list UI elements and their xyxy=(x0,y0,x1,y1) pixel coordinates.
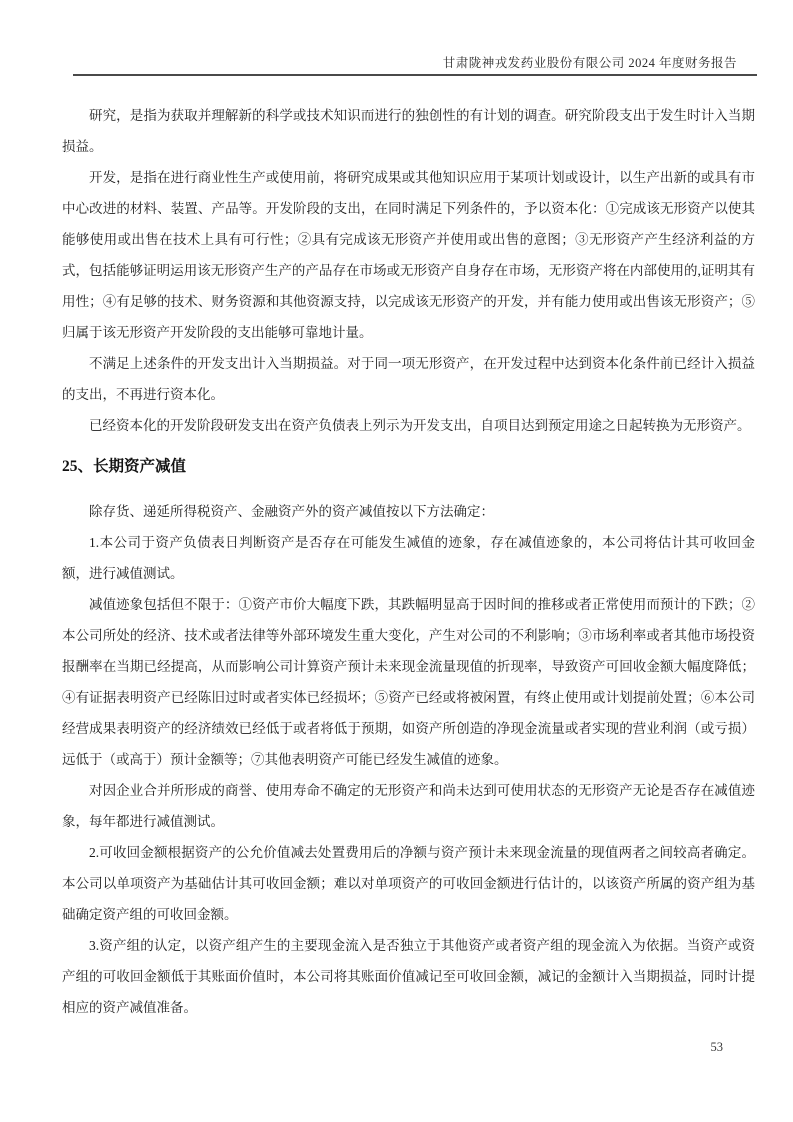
paragraph-impairment-indicators: 减值迹象包括但不限于：①资产市价大幅度下跌，其跌幅明显高于因时间的推移或者正常使用而预计的下跌；②本公司所处的经济、技术或者法律等外部环境发生重大变化，产生对公司的不利影响；③市场利率或者其他市场投资报酬率在当期已经提高，从而影响公司计算资产预计未来现金流量现值的折现率，导致资产可回收金额大幅度降低；④有证据表明资产已经陈旧过时或者实体已经损坏；⑤资产已经或将被闲置，有终止使用或计划提前处置；⑥本公司经营成果表明资产的经济绩效已经低于或者将低于预期，如资产所创造的净现金流量或者实现的营业利润（或亏损）远低于（或高于）预计金额等；⑦其他表明资产可能已经发生减值的迹象。 xyxy=(62,597,755,767)
paragraph-asset-group: 3.资产组的认定，以资产组产生的主要现金流入是否独立于其他资产或者资产组的现金流入为依据。当资产或资产组的可收回金额低于其账面价值时，本公司将其账面价值减记至可收回金额，减记的金额计入当期损益，同时计提相应的资产减值准备。 xyxy=(62,938,755,1015)
paragraph-impairment-item-1: 1.本公司于资产负债表日判断资产是否存在可能发生减值的迹象，存在减值迹象的，本公司将估计其可收回金额，进行减值测试。 xyxy=(62,535,755,581)
page-number: 53 xyxy=(710,1040,723,1054)
paragraph-non-qualifying-expenditure: 不满足上述条件的开发支出计入当期损益。对于同一项无形资产，在开发过程中达到资本化条件前已经计入损益的支出，不再进行资本化。 xyxy=(62,356,755,402)
report-header-title: 甘肃陇神戎发药业股份有限公司 2024 年度财务报告 xyxy=(442,56,737,70)
header-divider xyxy=(73,74,757,76)
paragraph-recoverable-amount: 2.可收回金额根据资产的公允价值减去处置费用后的净额与资产预计未来现金流量的现值两者之间较高者确定。本公司以单项资产为基础估计其可收回金额；难以对单项资产的可收回金额进行估计的，以该资产所属的资产组为基础确定资产组的可收回金额。 xyxy=(62,845,755,922)
paragraph-development-definition: 开发，是指在进行商业性生产或使用前，将研究成果或其他知识应用于某项计划或设计，以生产出新的或具有市中心改进的材料、装置、产品等。开发阶段的支出，在同时满足下列条件的，予以资本化：①完成该无形资产以使其能够使用或出售在技术上具有可行性；②具有完成该无形资产并使用或出售的意图；③无形资产产生经济利益的方式，包括能够证明运用该无形资产生产的产品存在市场或无形资产自身存在市场，无形资产将在内部使用的,证明其有用性；④有足够的技术、财务资源和其他资源支持，以完成该无形资产的开发，并有能力使用或出售该无形资产；⑤归属于该无形资产开发阶段的支出能够可靠地计量。 xyxy=(62,170,755,340)
section-heading-long-term-asset-impairment: 25、长期资产减值 xyxy=(62,458,187,475)
paragraph-capitalized-development: 已经资本化的开发阶段研发支出在资产负债表上列示为开发支出，自项目达到预定用途之日起转换为无形资产。 xyxy=(89,418,751,433)
paragraph-goodwill-annual-test: 对因企业合并所形成的商誉、使用寿命不确定的无形资产和尚未达到可使用状态的无形资产无论是否存在减值迹象，每年都进行减值测试。 xyxy=(62,783,755,829)
document-body xyxy=(62,100,755,1023)
paragraph-impairment-scope: 除存货、递延所得税资产、金融资产外的资产减值按以下方法确定： xyxy=(89,504,494,519)
paragraph-research-definition: 研究，是指为获取并理解新的科学或技术知识而进行的独创性的有计划的调查。研究阶段支出于发生时计入当期损益。 xyxy=(62,108,755,154)
